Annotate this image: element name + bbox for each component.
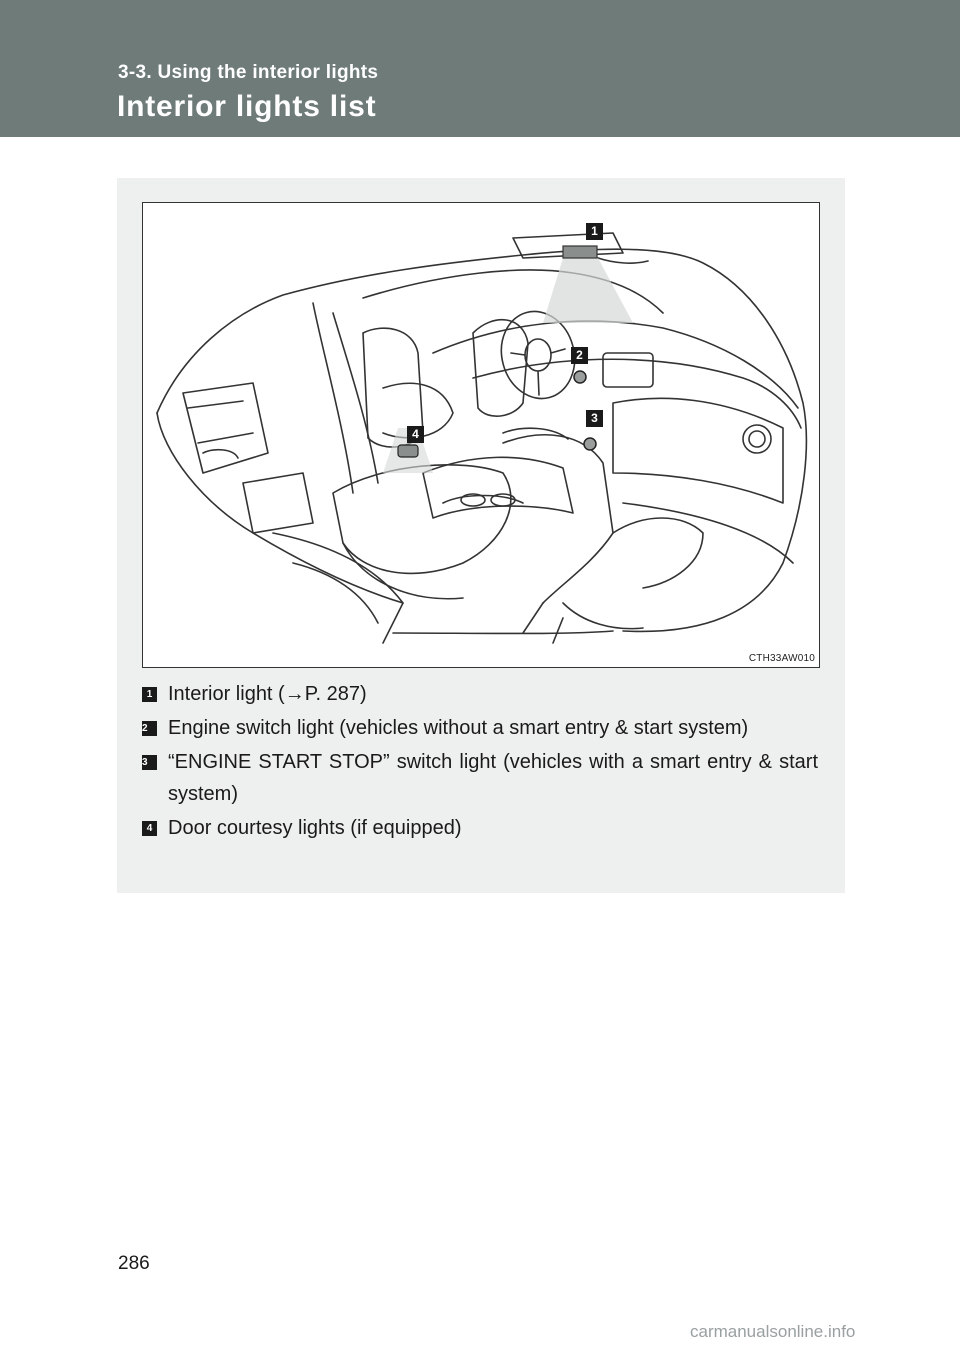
legend-number: 2 <box>142 721 157 736</box>
legend-text: “ENGINE START STOP” switch light (vehicles with a smart entry & start system) <box>168 751 818 805</box>
figure-code: CTH33AW010 <box>748 653 815 664</box>
car-interior-drawing <box>143 203 819 667</box>
interior-illustration <box>142 202 820 668</box>
legend-number: 1 <box>142 687 157 702</box>
legend-text: Interior light (→P. 287) <box>168 683 367 705</box>
callout-3: 3 <box>586 410 603 427</box>
legend-item <box>142 812 818 844</box>
callout-2: 2 <box>571 347 588 364</box>
legend-number: 3 <box>142 755 157 770</box>
callout-4: 4 <box>407 426 424 443</box>
page-header <box>0 0 960 137</box>
page-number: 286 <box>118 1253 150 1274</box>
legend-item <box>142 712 818 744</box>
legend-text: Engine switch light (vehicles without a smart entry & start system) <box>168 717 749 739</box>
section-heading: 3-3. Using the interior lights <box>118 62 379 83</box>
legend-list <box>142 678 818 846</box>
legend-item <box>142 746 818 810</box>
legend-item <box>142 678 818 710</box>
legend-text: Door courtesy lights (if equipped) <box>168 817 462 839</box>
page-title: Interior lights list <box>117 90 377 123</box>
watermark: carmanualsonline.info <box>690 1322 856 1341</box>
callout-1: 1 <box>586 223 603 240</box>
content-panel <box>117 178 845 893</box>
legend-number: 4 <box>142 821 157 836</box>
